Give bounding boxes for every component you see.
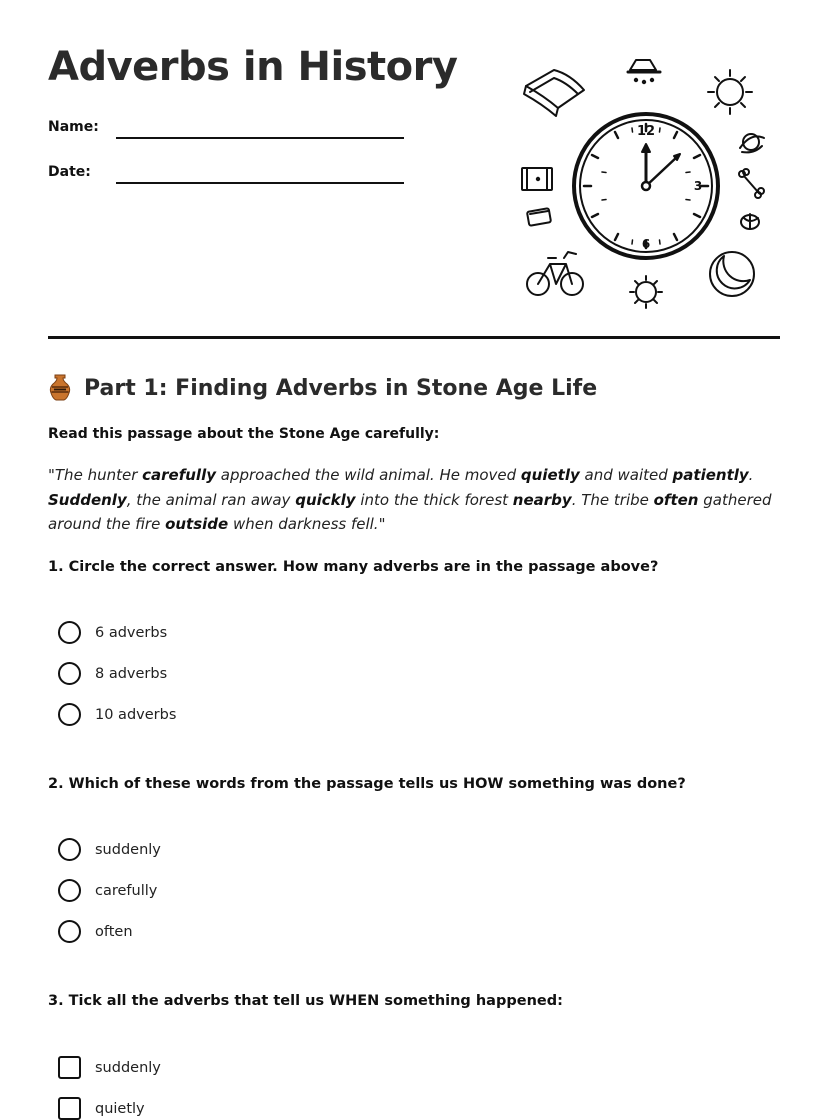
- name-label: Name:: [48, 119, 99, 135]
- door-icon: [522, 168, 552, 190]
- bone-icon: [739, 169, 764, 198]
- radio-circle[interactable]: [58, 662, 81, 685]
- checkbox[interactable]: [58, 1056, 81, 1079]
- name-field[interactable]: [48, 119, 99, 135]
- q1-option-1[interactable]: [58, 621, 167, 644]
- option-label: 10 adverbs: [95, 706, 177, 723]
- option-label: often: [95, 923, 133, 940]
- radio-circle[interactable]: [58, 621, 81, 644]
- sun-small-icon: [630, 276, 662, 308]
- q2-option-1[interactable]: [58, 838, 161, 861]
- section-divider: [48, 336, 780, 339]
- open-book-icon: [524, 70, 584, 116]
- checkbox[interactable]: [58, 1097, 81, 1120]
- q2-option-2[interactable]: [58, 879, 157, 902]
- q3-option-1[interactable]: [58, 1056, 161, 1079]
- moon-icon: [710, 252, 754, 296]
- passage-segment: into the thick forest: [355, 490, 513, 509]
- passage-instruction: Read this passage about the Stone Age carefully:: [48, 426, 440, 442]
- passage-adverb: quietly: [520, 466, 580, 484]
- passage-segment: approached the wild animal. He moved: [216, 466, 521, 484]
- question-3: 3. Tick all the adverbs that tell us WHEN something happened:: [48, 993, 563, 1009]
- option-label: 8 adverbs: [95, 665, 168, 682]
- clock-number-6: 6: [641, 237, 651, 251]
- clock-icon: [574, 114, 718, 258]
- lamp-icon: [628, 60, 660, 83]
- date-line[interactable]: [116, 182, 404, 184]
- radio-circle[interactable]: [58, 920, 81, 943]
- passage-adverb: Suddenly: [48, 490, 127, 509]
- option-label: carefully: [95, 882, 158, 899]
- passage-adverb: quickly: [295, 490, 356, 509]
- clock-number-3: 3: [693, 179, 703, 193]
- radio-circle[interactable]: [58, 879, 81, 902]
- passage-segment: "The hunter: [48, 466, 143, 484]
- passage-segment: and waited: [579, 466, 673, 484]
- passage-segment: when darkness fell.": [228, 515, 386, 533]
- passage-adverb: carefully: [142, 466, 216, 484]
- planet-icon: [740, 134, 764, 152]
- passage-text: [48, 463, 783, 537]
- date-label: Date:: [48, 164, 91, 180]
- passage-adverb: often: [653, 490, 699, 509]
- option-label: quietly: [95, 1100, 145, 1117]
- q3-option-2[interactable]: [58, 1097, 145, 1120]
- page-title: Adverbs in History: [48, 44, 458, 90]
- radio-circle[interactable]: [58, 838, 81, 861]
- box-icon: [527, 208, 551, 226]
- name-line[interactable]: [116, 137, 404, 139]
- option-label: 6 adverbs: [95, 624, 168, 641]
- sun-icon: [708, 70, 752, 114]
- clock-number-12: 12: [636, 124, 656, 139]
- passage-segment: . The tribe: [571, 490, 654, 509]
- question-1: 1. Circle the correct answer. How many adverbs are in the passage above?: [48, 559, 659, 575]
- option-label: suddenly: [95, 841, 161, 858]
- shell-icon: [741, 214, 759, 229]
- section-title-text: Part 1: Finding Adverbs in Stone Age Life: [84, 375, 598, 401]
- passage-adverb: patiently: [672, 466, 749, 484]
- q1-option-3[interactable]: [58, 703, 176, 726]
- passage-adverb: nearby: [512, 490, 572, 509]
- clock-illustration: [514, 52, 770, 314]
- q2-option-3[interactable]: [58, 920, 133, 943]
- date-field[interactable]: [48, 164, 91, 180]
- vase-icon: [48, 374, 72, 402]
- passage-segment: gathered around the fire: [48, 490, 772, 533]
- passage-segment: .: [748, 466, 754, 484]
- passage-segment: , the animal ran away: [126, 490, 296, 509]
- radio-circle[interactable]: [58, 703, 81, 726]
- bicycle-icon: [527, 252, 583, 295]
- q1-option-2[interactable]: [58, 662, 167, 685]
- passage-adverb: outside: [165, 515, 229, 533]
- question-2: 2. Which of these words from the passage tells us HOW something was done?: [48, 776, 686, 792]
- section-title: [48, 374, 597, 402]
- option-label: suddenly: [95, 1059, 161, 1076]
